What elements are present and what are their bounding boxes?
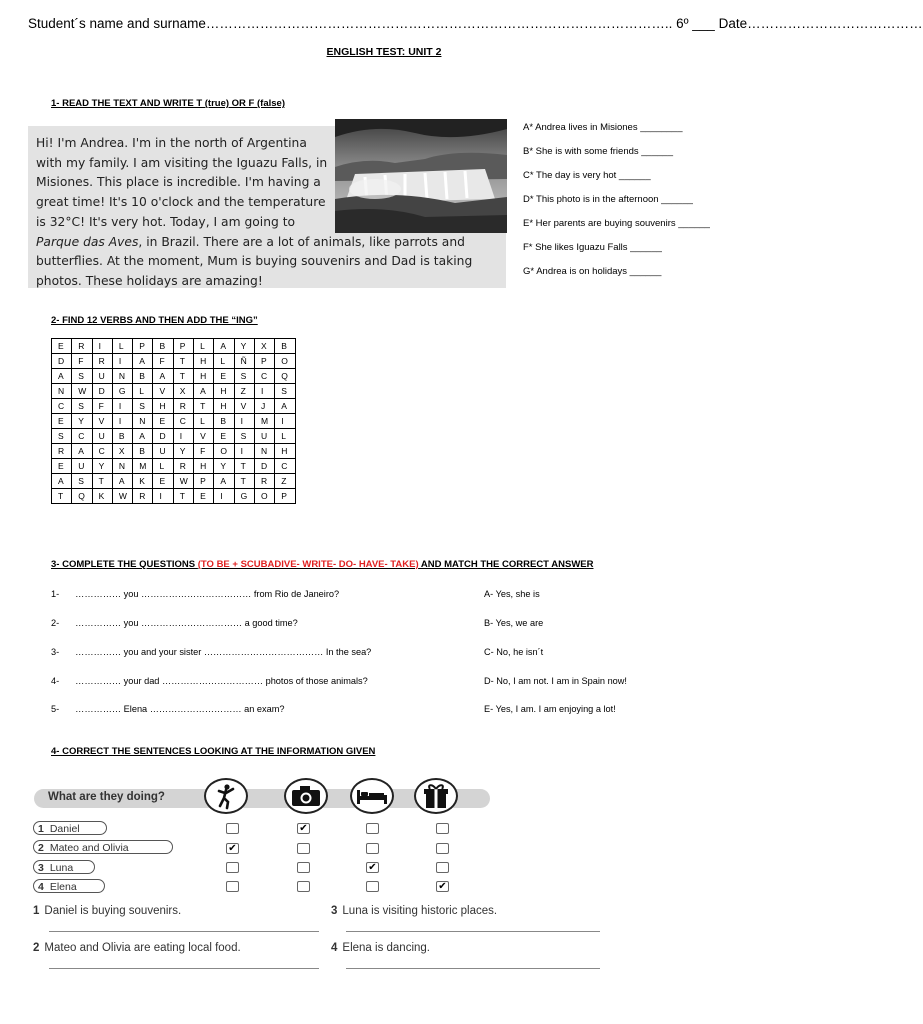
grid-cell[interactable]: F (92, 399, 112, 414)
true-false-statement: F* She likes Iguazu Falls ______ (523, 242, 662, 253)
person-number: 3 (38, 862, 44, 874)
grid-cell[interactable]: D (92, 384, 112, 399)
grid-cell[interactable]: K (92, 489, 112, 504)
passage-line: Hi! I'm Andrea. I'm in the north of Argentina (36, 136, 307, 150)
true-false-statement: G* Andrea is on holidays ______ (523, 266, 662, 277)
grid-cell[interactable]: E (52, 414, 72, 429)
grid-cell[interactable]: V (234, 399, 254, 414)
section-2-heading: 2- FIND 12 VERBS AND THEN ADD THE “ING” (51, 315, 258, 326)
grid-cell[interactable]: I (153, 489, 173, 504)
answer-option: A- Yes, she is (484, 589, 540, 599)
true-false-statement: D* This photo is in the afternoon ______ (523, 194, 693, 205)
grid-cell[interactable]: D (52, 354, 72, 369)
grid-cell[interactable]: I (254, 384, 274, 399)
grid-cell[interactable]: I (112, 399, 132, 414)
grid-cell[interactable]: C (72, 429, 92, 444)
grid-cell[interactable]: R (254, 474, 274, 489)
activity-checkbox[interactable] (297, 843, 310, 854)
grid-cell[interactable]: A (214, 339, 234, 354)
person-name: Elena (49, 881, 77, 893)
bed-icon (350, 778, 394, 814)
grid-cell[interactable]: S (133, 399, 153, 414)
grid-cell[interactable]: P (173, 339, 193, 354)
sentence-text: Luna is visiting historic places. (342, 905, 498, 917)
grid-cell[interactable]: E (214, 429, 234, 444)
grid-cell[interactable]: S (72, 474, 92, 489)
sentence-text: Elena is dancing. (342, 942, 430, 954)
question-row (51, 704, 285, 714)
activity-checkbox[interactable]: ✔ (226, 843, 239, 854)
grid-cell[interactable]: A (72, 444, 92, 459)
activity-checkbox[interactable] (436, 843, 449, 854)
person-label-mateo-olivia (33, 840, 173, 854)
question-text: …………… you and your sister ………………………………… In the sea? (75, 647, 372, 657)
grid-row (52, 429, 296, 444)
grid-cell[interactable]: G (112, 384, 132, 399)
sentence-to-correct (33, 942, 241, 954)
grid-cell[interactable]: S (72, 369, 92, 384)
passage-line: with my family. I am visiting the Iguazu Falls, in (36, 155, 328, 170)
section-3-verbs-hint: (TO BE + SCUBADIVE- WRITE- DO- HAVE- TAKE) (197, 559, 419, 570)
grid-cell[interactable]: P (133, 339, 153, 354)
question-row (51, 676, 368, 686)
grid-row (52, 459, 296, 474)
grid-cell[interactable]: L (194, 339, 214, 354)
person-number: 1 (38, 823, 44, 835)
section-1-heading: 1- READ THE TEXT AND WRITE T (true) OR F (false) (51, 98, 285, 109)
grid-cell[interactable]: S (52, 429, 72, 444)
gift-icon (414, 778, 458, 814)
grid-cell[interactable]: L (275, 429, 295, 444)
grid-cell[interactable]: S (275, 384, 295, 399)
grid-row (52, 384, 296, 399)
grid-cell[interactable]: N (133, 414, 153, 429)
grid-cell[interactable]: L (153, 459, 173, 474)
question-text: …………… you …………………………… a good time? (75, 618, 298, 628)
grid-row (52, 444, 296, 459)
question-number: 1- (51, 589, 60, 599)
grid-row (52, 354, 296, 369)
grid-cell[interactable]: T (173, 369, 193, 384)
grid-cell[interactable]: G (234, 489, 254, 504)
grid-cell[interactable]: U (92, 369, 112, 384)
grid-cell[interactable]: A (214, 474, 234, 489)
grid-cell[interactable]: D (254, 459, 274, 474)
grid-cell[interactable]: W (173, 474, 193, 489)
grid-cell[interactable]: F (194, 444, 214, 459)
question-number: 5- (51, 704, 60, 714)
grid-cell[interactable]: B (133, 369, 153, 384)
grid-cell[interactable]: M (133, 459, 153, 474)
activity-checkbox[interactable]: ✔ (436, 881, 449, 892)
grid-cell[interactable]: B (112, 429, 132, 444)
grid-cell[interactable]: B (153, 339, 173, 354)
grid-cell[interactable]: T (52, 489, 72, 504)
grid-cell[interactable]: R (133, 489, 153, 504)
grid-row (52, 399, 296, 414)
answer-line[interactable] (49, 968, 319, 969)
grid-cell[interactable]: I (92, 339, 112, 354)
activity-checkbox[interactable] (366, 881, 379, 892)
grid-cell[interactable]: T (173, 489, 193, 504)
sentence-number: 1 (33, 905, 40, 917)
dancing-icon (204, 778, 248, 814)
grid-cell[interactable]: U (92, 429, 112, 444)
grid-cell[interactable]: Y (72, 414, 92, 429)
sentence-number: 2 (33, 942, 40, 954)
grid-cell[interactable]: W (112, 489, 132, 504)
grid-cell[interactable]: Ñ (234, 354, 254, 369)
page-title: ENGLISH TEST: UNIT 2 (326, 46, 442, 58)
grid-cell[interactable]: I (112, 414, 132, 429)
answer-option: C- No, he isn´t (484, 647, 544, 657)
question-number: 3- (51, 647, 60, 657)
grid-cell[interactable]: V (92, 414, 112, 429)
grid-cell[interactable]: Q (72, 489, 92, 504)
student-name-date-line: Student´s name and surname………………………………………………………………………………………….. 6º ___ Date………………………………… (28, 16, 923, 31)
grid-cell[interactable]: Y (214, 459, 234, 474)
person-number: 4 (38, 881, 44, 893)
grid-cell[interactable]: I (112, 354, 132, 369)
answer-option: D- No, I am not. I am in Spain now! (484, 676, 627, 686)
section-3-heading-end: AND MATCH THE CORRECT ANSWER (418, 559, 594, 570)
grid-cell[interactable]: L (214, 354, 234, 369)
grid-cell[interactable]: F (153, 354, 173, 369)
section-3-heading-start: 3- COMPLETE THE QUESTIONS (51, 559, 198, 570)
true-false-statement: B* She is with some friends ______ (523, 146, 673, 157)
question-row (51, 647, 371, 657)
passage-line: is 32°C! It's very hot. Today, I am going to (36, 214, 296, 229)
sentence-text: Mateo and Olivia are eating local food. (44, 942, 241, 954)
person-label-daniel (33, 821, 107, 835)
grid-cell[interactable]: L (194, 414, 214, 429)
sentence-number: 4 (331, 942, 338, 954)
grid-cell[interactable]: V (194, 429, 214, 444)
grid-cell[interactable]: E (52, 459, 72, 474)
grid-cell[interactable]: T (173, 354, 193, 369)
question-text: …………… Elena ………………………… an exam? (75, 704, 285, 714)
grid-cell[interactable]: U (254, 429, 274, 444)
grid-cell[interactable]: R (72, 339, 92, 354)
grid-row (52, 474, 296, 489)
grid-cell[interactable]: A (133, 354, 153, 369)
activity-checkbox[interactable] (226, 881, 239, 892)
passage-line: butterflies. At the moment, Mum is buying souvenirs and Dad is taking (36, 254, 473, 269)
grid-cell[interactable]: R (173, 399, 193, 414)
activity-checkbox[interactable]: ✔ (366, 862, 379, 873)
sentence-to-correct (331, 942, 430, 954)
activity-checkbox[interactable] (226, 862, 239, 873)
activity-checkbox[interactable]: ✔ (297, 823, 310, 834)
sentence-text: Daniel is buying souvenirs. (44, 905, 182, 917)
grid-cell[interactable]: L (112, 339, 132, 354)
activity-checkbox[interactable] (436, 862, 449, 873)
grid-cell[interactable]: N (112, 459, 132, 474)
grid-cell[interactable]: A (153, 369, 173, 384)
grid-cell[interactable]: E (153, 474, 173, 489)
grid-cell[interactable]: H (214, 384, 234, 399)
true-false-statement: E* Her parents are buying souvenirs ______ (523, 218, 710, 229)
grid-cell[interactable]: U (153, 444, 173, 459)
activity-checkbox[interactable] (297, 862, 310, 873)
grid-cell[interactable]: P (254, 354, 274, 369)
grid-cell[interactable]: Z (275, 474, 295, 489)
grid-cell[interactable]: R (52, 444, 72, 459)
grid-cell[interactable]: J (254, 399, 274, 414)
grid-cell[interactable]: D (153, 429, 173, 444)
grid-cell[interactable]: O (275, 354, 295, 369)
grid-cell[interactable]: X (254, 339, 274, 354)
grid-cell[interactable]: R (173, 459, 193, 474)
grid-cell[interactable]: Z (234, 384, 254, 399)
grid-cell[interactable]: B (214, 414, 234, 429)
grid-cell[interactable]: S (234, 369, 254, 384)
passage-line: , in Brazil. There are a lot of animals, like parrots and (138, 234, 465, 249)
grid-cell[interactable]: P (194, 474, 214, 489)
grid-cell[interactable]: A (133, 429, 153, 444)
grid-cell[interactable]: X (112, 444, 132, 459)
grid-cell[interactable]: I (234, 444, 254, 459)
grid-cell[interactable]: E (214, 369, 234, 384)
person-label-elena (33, 879, 105, 893)
grid-cell[interactable]: H (194, 459, 214, 474)
person-name: Mateo and Olivia (49, 842, 129, 854)
grid-cell[interactable]: P (275, 489, 295, 504)
grid-cell[interactable]: W (72, 384, 92, 399)
person-name: Luna (49, 862, 74, 874)
grid-cell[interactable]: B (275, 339, 295, 354)
grid-cell[interactable]: A (194, 384, 214, 399)
grid-cell[interactable]: K (133, 474, 153, 489)
grid-cell[interactable]: C (92, 444, 112, 459)
grid-row (52, 489, 296, 504)
grid-cell[interactable]: Y (92, 459, 112, 474)
grid-cell[interactable]: E (194, 489, 214, 504)
grid-cell[interactable]: H (194, 369, 214, 384)
answer-option: E- Yes, I am. I am enjoying a lot! (484, 704, 616, 714)
grid-cell[interactable]: C (52, 399, 72, 414)
answer-line[interactable] (346, 968, 600, 969)
grid-cell[interactable]: S (72, 399, 92, 414)
grid-cell[interactable]: U (72, 459, 92, 474)
grid-cell[interactable]: H (214, 399, 234, 414)
grid-cell[interactable]: H (153, 399, 173, 414)
grid-cell[interactable]: Y (234, 339, 254, 354)
grid-cell[interactable]: C (254, 369, 274, 384)
grid-row (52, 414, 296, 429)
grid-cell[interactable]: T (92, 474, 112, 489)
grid-cell[interactable]: A (52, 474, 72, 489)
person-name: Daniel (49, 823, 80, 835)
grid-cell[interactable]: M (254, 414, 274, 429)
question-text: …………… your dad …………………………… photos of those animals? (75, 676, 368, 686)
passage-line: great time! It's 10 o'clock and the temperature (36, 195, 326, 210)
passage-italic-place: Parque das Aves (36, 234, 139, 249)
passage-line: Misiones. This place is incredible. I'm having a (36, 175, 321, 190)
grid-cell[interactable]: R (92, 354, 112, 369)
grid-cell[interactable]: N (52, 384, 72, 399)
grid-cell[interactable]: H (275, 444, 295, 459)
passage-line: photos. These holidays are amazing! (36, 273, 263, 288)
grid-row (52, 369, 296, 384)
grid-cell[interactable]: I (234, 414, 254, 429)
grid-cell[interactable]: X (173, 384, 193, 399)
activity-checkbox[interactable] (297, 881, 310, 892)
answer-line[interactable] (49, 931, 319, 932)
grid-cell[interactable]: A (275, 399, 295, 414)
grid-cell[interactable]: L (133, 384, 153, 399)
word-search-grid (51, 338, 296, 504)
grid-cell[interactable]: A (112, 474, 132, 489)
section-4-heading: 4- CORRECT THE SENTENCES LOOKING AT THE INFORMATION GIVEN (51, 746, 376, 757)
grid-cell[interactable]: T (194, 399, 214, 414)
grid-cell[interactable]: N (112, 369, 132, 384)
grid-cell[interactable]: V (153, 384, 173, 399)
person-label-luna (33, 860, 95, 874)
grid-cell[interactable]: A (52, 369, 72, 384)
true-false-statement: A* Andrea lives in Misiones ________ (523, 122, 683, 133)
person-number: 2 (38, 842, 44, 854)
grid-cell[interactable]: O (254, 489, 274, 504)
activity-checkbox[interactable] (436, 823, 449, 834)
question-row (51, 618, 298, 628)
grid-cell[interactable]: T (234, 474, 254, 489)
answer-option: B- Yes, we are (484, 618, 544, 628)
grid-cell[interactable]: Q (275, 369, 295, 384)
activity-checkbox[interactable] (226, 823, 239, 834)
grid-cell[interactable]: Y (173, 444, 193, 459)
camera-icon (284, 778, 328, 814)
activity-checkbox[interactable] (366, 823, 379, 834)
grid-cell[interactable]: I (275, 414, 295, 429)
grid-cell[interactable]: C (173, 414, 193, 429)
section-3-heading (51, 559, 593, 570)
question-text: …………… you ……………………………… from Rio de Janeiro? (75, 589, 340, 599)
question-row (51, 589, 339, 599)
grid-cell[interactable]: F (72, 354, 92, 369)
grid-cell[interactable]: N (254, 444, 274, 459)
grid-row (52, 339, 296, 354)
sentence-to-correct (33, 905, 181, 917)
iguazu-falls-photo (335, 119, 507, 233)
grid-cell[interactable]: E (52, 339, 72, 354)
grid-cell[interactable]: E (153, 414, 173, 429)
grid-cell[interactable]: C (275, 459, 295, 474)
grid-cell[interactable]: S (234, 429, 254, 444)
sentence-number: 3 (331, 905, 338, 917)
question-number: 4- (51, 676, 60, 686)
grid-cell[interactable]: T (234, 459, 254, 474)
grid-cell[interactable]: B (133, 444, 153, 459)
banner-question: What are they doing? (48, 791, 165, 803)
grid-cell[interactable]: O (214, 444, 234, 459)
grid-cell[interactable]: I (173, 429, 193, 444)
grid-cell[interactable]: H (194, 354, 214, 369)
grid-cell[interactable]: I (214, 489, 234, 504)
activity-checkbox[interactable] (366, 843, 379, 854)
answer-line[interactable] (346, 931, 600, 932)
question-number: 2- (51, 618, 60, 628)
true-false-statement: C* The day is very hot ______ (523, 170, 651, 181)
sentence-to-correct (331, 905, 497, 917)
